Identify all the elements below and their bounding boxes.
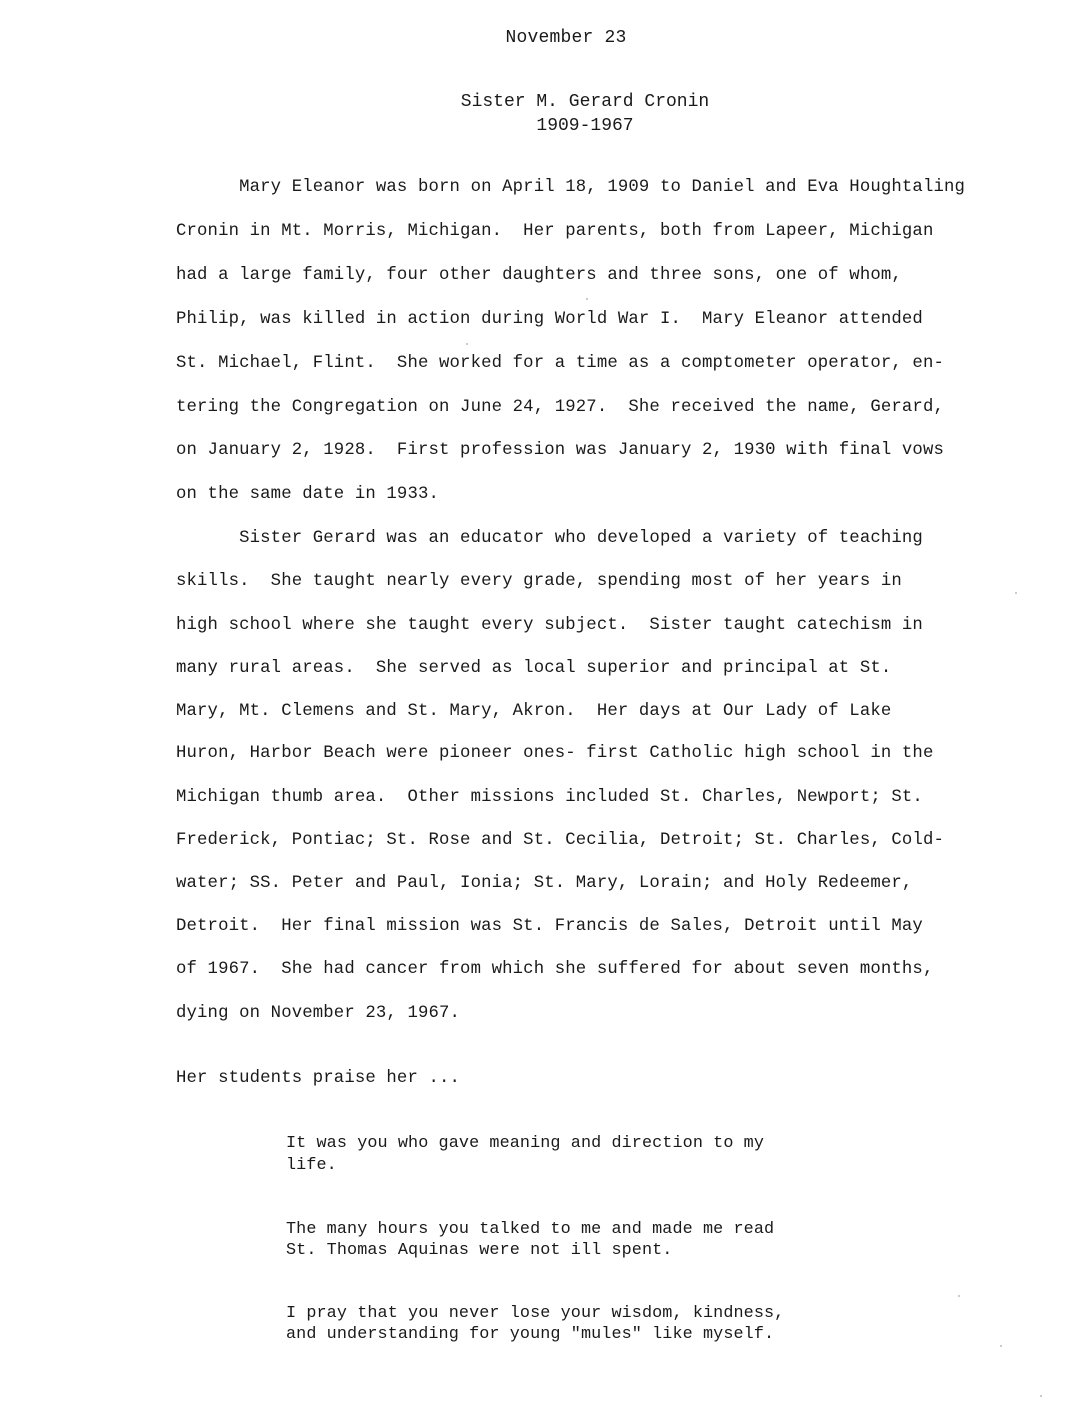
- paragraph-2-line: Sister Gerard was an educator who developed a variety of teaching: [176, 529, 923, 548]
- paragraph-2-line: skills. She taught nearly every grade, spending most of her years in: [176, 572, 902, 591]
- paragraph-1-line: on the same date in 1933.: [176, 485, 440, 504]
- paragraph-2-line: many rural areas. She served as local superior and principal at St.: [176, 659, 892, 678]
- obituary-title-years: 1909-1967: [536, 116, 634, 136]
- student-quote-2-line: St. Thomas Aquinas were not ill spent.: [286, 1241, 673, 1260]
- scan-speck: [1000, 1345, 1002, 1347]
- paragraph-1-line: Cronin in Mt. Morris, Michigan. Her parents, both from Lapeer, Michigan: [176, 222, 934, 241]
- student-quote-2-line: The many hours you talked to me and made me read: [286, 1220, 775, 1239]
- scan-speck: [1015, 592, 1017, 594]
- paragraph-2-line: Michigan thumb area. Other missions included St. Charles, Newport; St.: [176, 788, 923, 807]
- student-quote-3-line: I pray that you never lose your wisdom, kindness,: [286, 1304, 785, 1323]
- paragraph-2-line: Detroit. Her final mission was St. Francis de Sales, Detroit until May: [176, 917, 923, 936]
- quotes-intro: Her students praise her ...: [176, 1069, 461, 1088]
- student-quote-1-line: It was you who gave meaning and direction to my: [286, 1134, 765, 1153]
- paragraph-2-line: dying on November 23, 1967.: [176, 1004, 461, 1023]
- paragraph-2-line: high school where she taught every subject. Sister taught catechism in: [176, 616, 923, 635]
- scan-speck: [1040, 1395, 1042, 1397]
- scan-speck: [586, 298, 588, 300]
- scan-speck: [466, 343, 468, 345]
- scan-speck: [958, 1295, 960, 1297]
- page-date-header: November 23: [505, 28, 627, 48]
- paragraph-1-line: Philip, was killed in action during World War I. Mary Eleanor attended: [176, 310, 923, 329]
- paragraph-2-line: of 1967. She had cancer from which she suffered for about seven months,: [176, 960, 934, 979]
- paragraph-1-line: tering the Congregation on June 24, 1927. She received the name, Gerard,: [176, 398, 944, 417]
- student-quote-1-line: life.: [286, 1156, 337, 1175]
- paragraph-1-line: had a large family, four other daughters and three sons, one of whom,: [176, 266, 902, 285]
- paragraph-2-line: Huron, Harbor Beach were pioneer ones- first Catholic high school in the: [176, 744, 934, 763]
- obituary-title-name: Sister M. Gerard Cronin: [460, 92, 710, 112]
- paragraph-2-line: water; SS. Peter and Paul, Ionia; St. Mary, Lorain; and Holy Redeemer,: [176, 874, 913, 893]
- paragraph-1-line: St. Michael, Flint. She worked for a time as a comptometer operator, en-: [176, 354, 944, 373]
- paragraph-1-line: on January 2, 1928. First profession was January 2, 1930 with final vows: [176, 441, 944, 460]
- paragraph-2-line: Mary, Mt. Clemens and St. Mary, Akron. Her days at Our Lady of Lake: [176, 702, 892, 721]
- student-quote-3-line: and understanding for young "mules" like myself.: [286, 1325, 775, 1344]
- paragraph-1-line: Mary Eleanor was born on April 18, 1909 to Daniel and Eva Houghtaling: [176, 178, 966, 197]
- paragraph-2-line: Frederick, Pontiac; St. Rose and St. Cecilia, Detroit; St. Charles, Cold-: [176, 831, 944, 850]
